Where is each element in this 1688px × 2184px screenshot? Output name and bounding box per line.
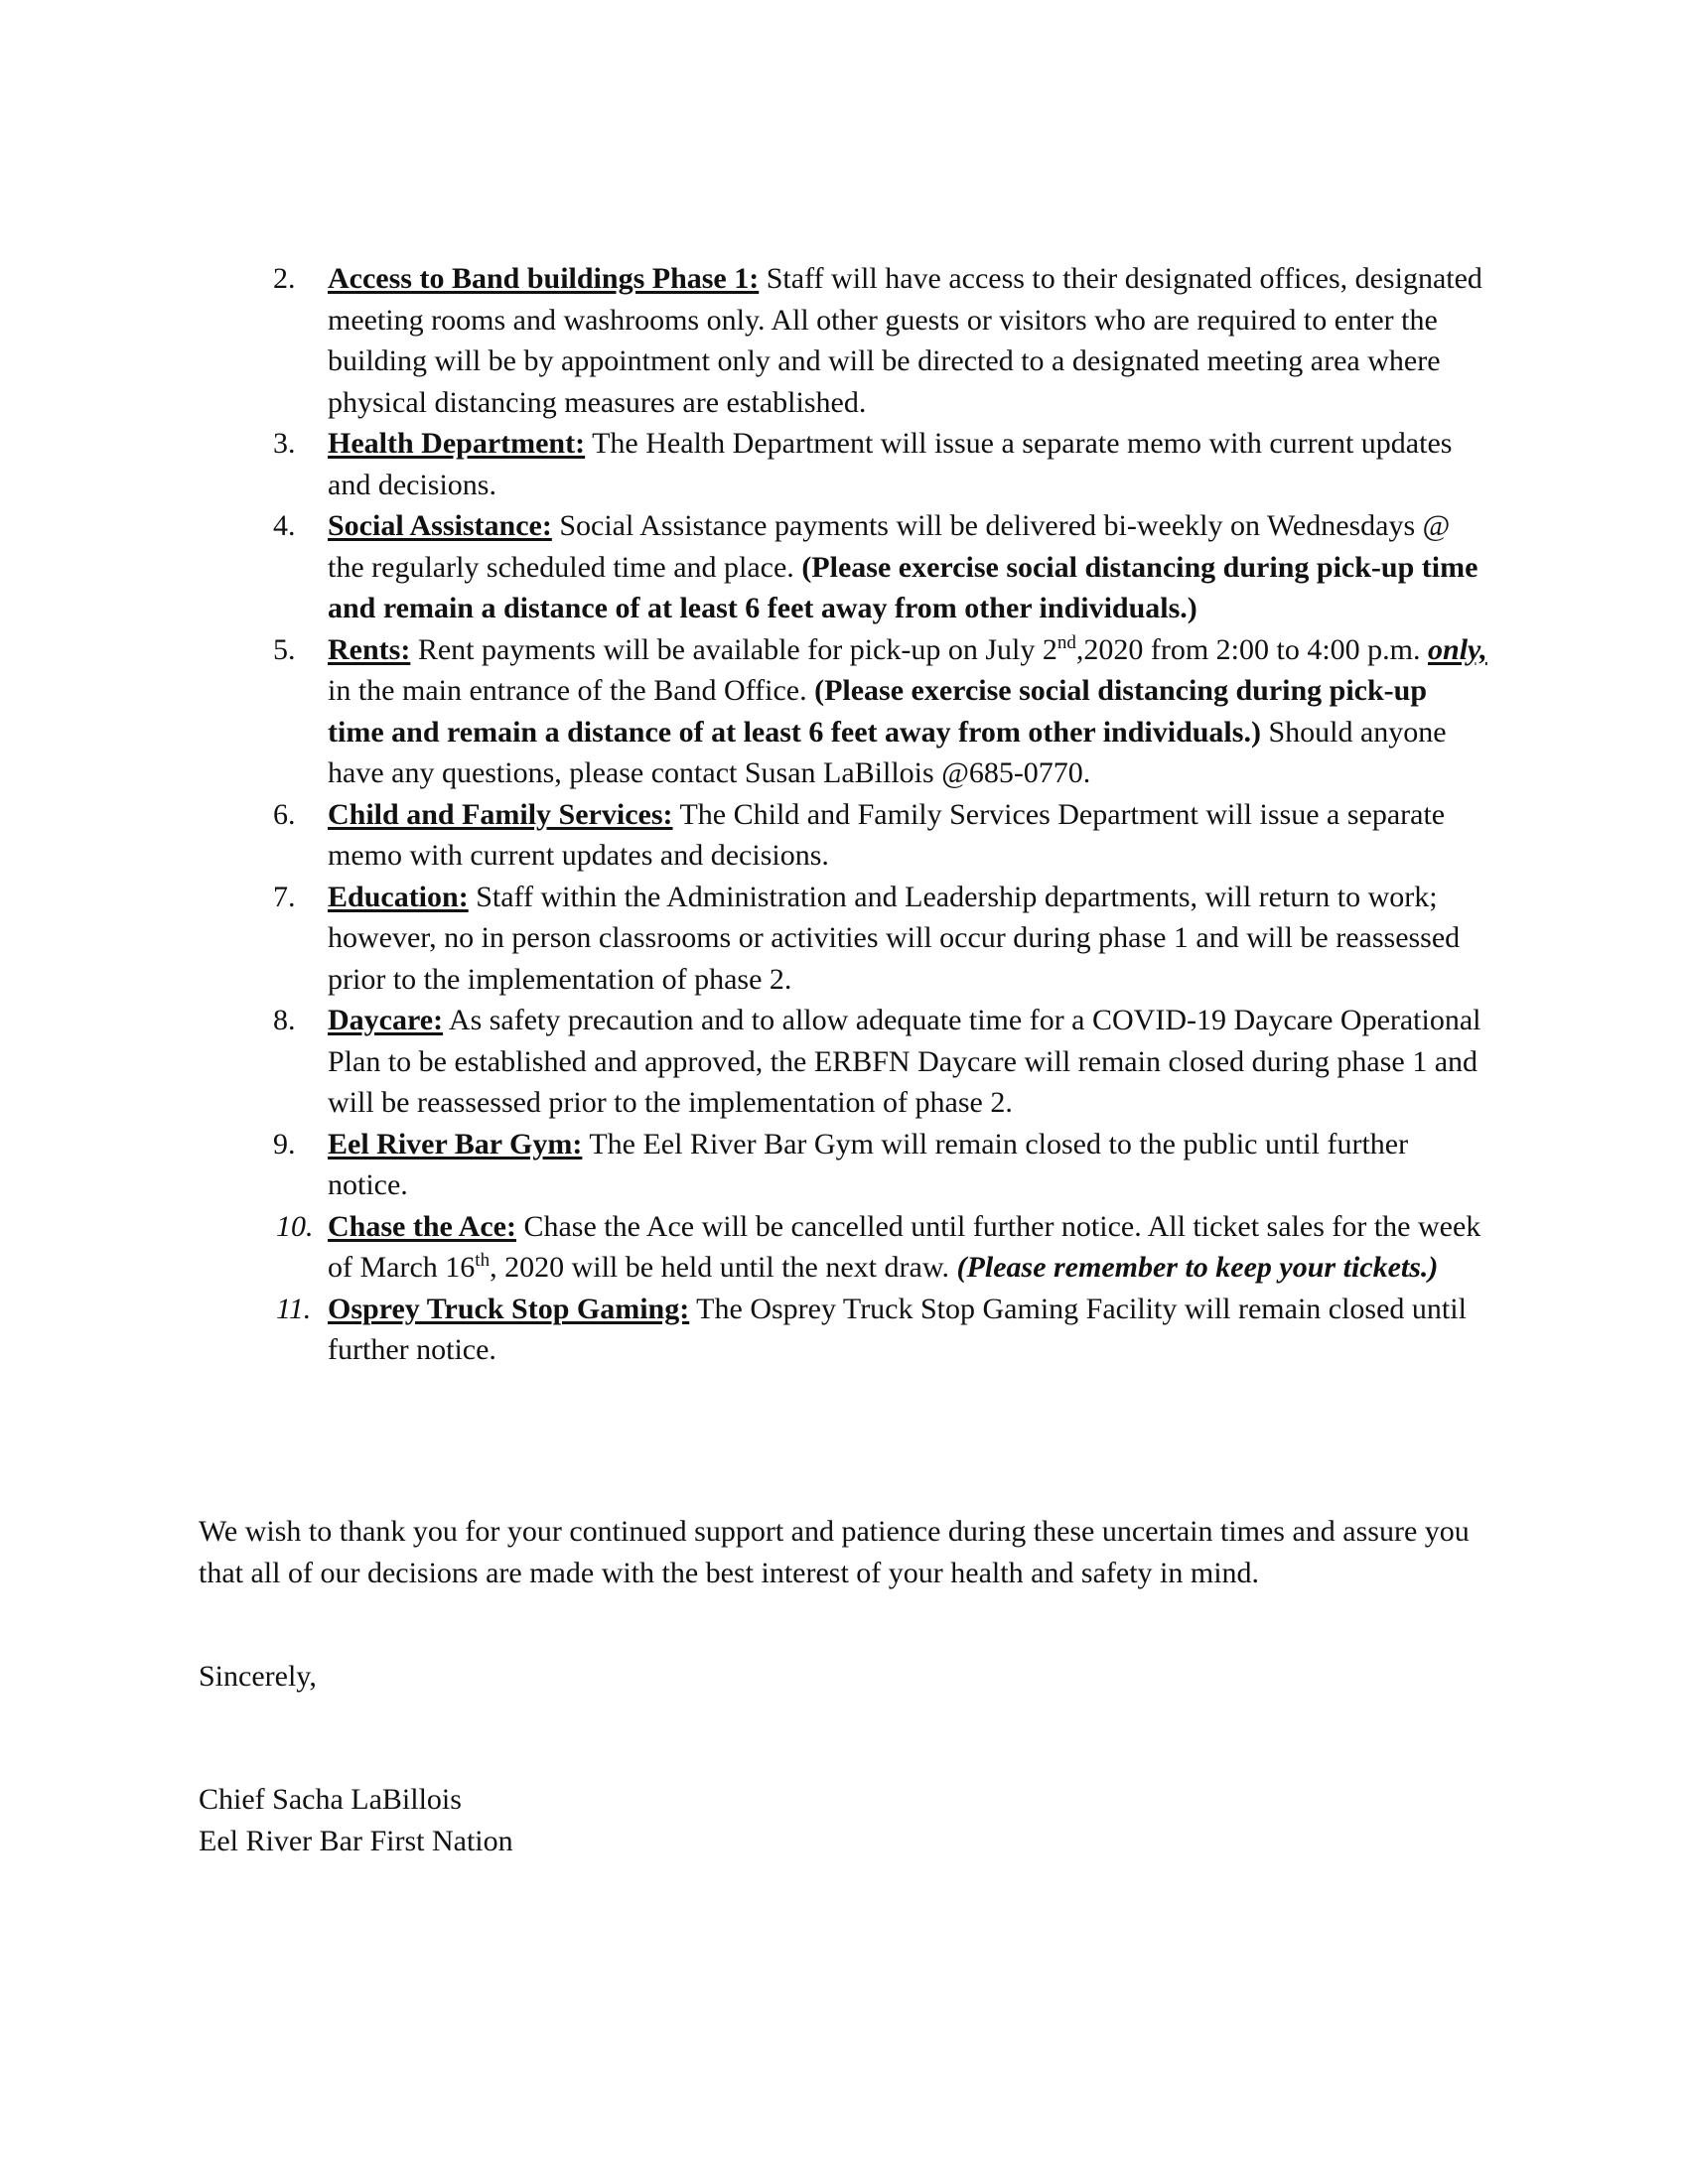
item-number: 8.: [273, 1004, 296, 1036]
item-text: The Child and Family Services Department will issue a separate memo with current updates and decisions.: [328, 797, 1446, 872]
item-number: 4.: [273, 509, 296, 542]
item-text: The Health Department will issue a separate memo with current updates and decisions.: [328, 427, 1453, 501]
list-item: [268, 1206, 1489, 1289]
item-number: 2.: [273, 262, 296, 295]
item-number: 7.: [273, 880, 296, 913]
closing-paragraph: We wish to thank you for your continued support and patience during these uncertain times and assure you that all of our decisions are made with the best interest of your health and safety in mind.: [199, 1515, 1470, 1589]
item-bold-note: (Please exercise social distancing during pick-up time and remain a distance of at least 6 feet away from other individuals.): [328, 674, 1428, 749]
ordinal-suffix: nd: [1056, 631, 1076, 653]
list-item: [268, 794, 1489, 877]
item-number: 5.: [273, 632, 296, 666]
item-heading: Daycare:: [328, 1004, 444, 1036]
item-text: Chase the Ace will be cancelled until further notice. All ticket sales for the week of March 16: [328, 1209, 1481, 1284]
item-heading: Rents:: [328, 632, 411, 666]
item-text: Social Assistance payments will be delivered bi-weekly on Wednesdays @ the regularly scheduled time and place.: [328, 509, 1451, 584]
item-text: ,2020 from 2:00 to 4:00 p.m.: [1075, 632, 1429, 666]
item-text: Staff within the Administration and Leadership departments, will return to work; however, no in person classrooms or activities will occur during phase 1 and will be reassessed prior to the implementation of phase 2.: [328, 880, 1461, 996]
item-heading: Eel River Bar Gym:: [328, 1127, 583, 1160]
item-number: 6.: [273, 797, 296, 831]
item-emphasis: only,: [1428, 632, 1487, 666]
item-heading: Osprey Truck Stop Gaming:: [328, 1292, 690, 1325]
sign-off: Sincerely,: [199, 1660, 317, 1693]
item-number: 3.: [273, 427, 296, 460]
list-item: [268, 505, 1489, 629]
item-bold-note: (Please exercise social distancing during pick-up time and remain a distance of at least 6 feet away from other individuals.): [328, 550, 1478, 624]
list-item: [268, 1000, 1489, 1124]
signature-organization: Eel River Bar First Nation: [199, 1825, 513, 1857]
item-number: 10.: [276, 1209, 314, 1243]
list-item: [268, 258, 1489, 423]
item-text: in the main entrance of the Band Office.: [328, 674, 815, 707]
list-item: [268, 629, 1489, 794]
item-text: The Eel River Bar Gym will remain closed to the public until further notice.: [328, 1127, 1409, 1201]
item-number: 9.: [273, 1127, 296, 1160]
item-heading: Child and Family Services:: [328, 797, 673, 831]
item-text: As safety precaution and to allow adequate time for a COVID-19 Daycare Operational Plan to be established and approved, the ERBFN Daycare will remain closed during phase 1 and will be reassessed prior to the implementation of phase 2.: [328, 1004, 1481, 1119]
item-heading: Access to Band buildings Phase 1:: [328, 262, 760, 295]
memo-item-list: [268, 258, 1489, 1371]
item-text: Rent payments will be available for pick-up on July 2: [410, 632, 1057, 666]
list-item: [268, 1124, 1489, 1206]
item-text: Should anyone have any questions, please contact Susan LaBillois @685-0770.: [328, 715, 1447, 789]
item-heading: Education:: [328, 880, 469, 913]
item-heading: Health Department:: [328, 427, 586, 460]
item-text: The Osprey Truck Stop Gaming Facility will remain closed until further notice.: [328, 1292, 1467, 1366]
list-item: [268, 1289, 1489, 1371]
item-number: 11.: [276, 1292, 312, 1325]
ordinal-suffix: th: [475, 1250, 491, 1271]
item-text: , 2020 will be held until the next draw.: [490, 1251, 957, 1284]
list-item: [268, 423, 1489, 505]
signature-name: Chief Sacha LaBillois: [199, 1783, 462, 1816]
item-heading: Social Assistance:: [328, 509, 552, 542]
item-heading: Chase the Ace:: [328, 1209, 516, 1243]
item-bold-italic-note: (Please remember to keep your tickets.): [956, 1251, 1439, 1284]
item-text: Staff will have access to their designated offices, designated meeting rooms and washrooms only. All other guests or visitors who are required to enter the building will be by appointment only and will be directed to a designated meeting area where physical distancing measures are established.: [328, 262, 1482, 419]
list-item: [268, 877, 1489, 1001]
